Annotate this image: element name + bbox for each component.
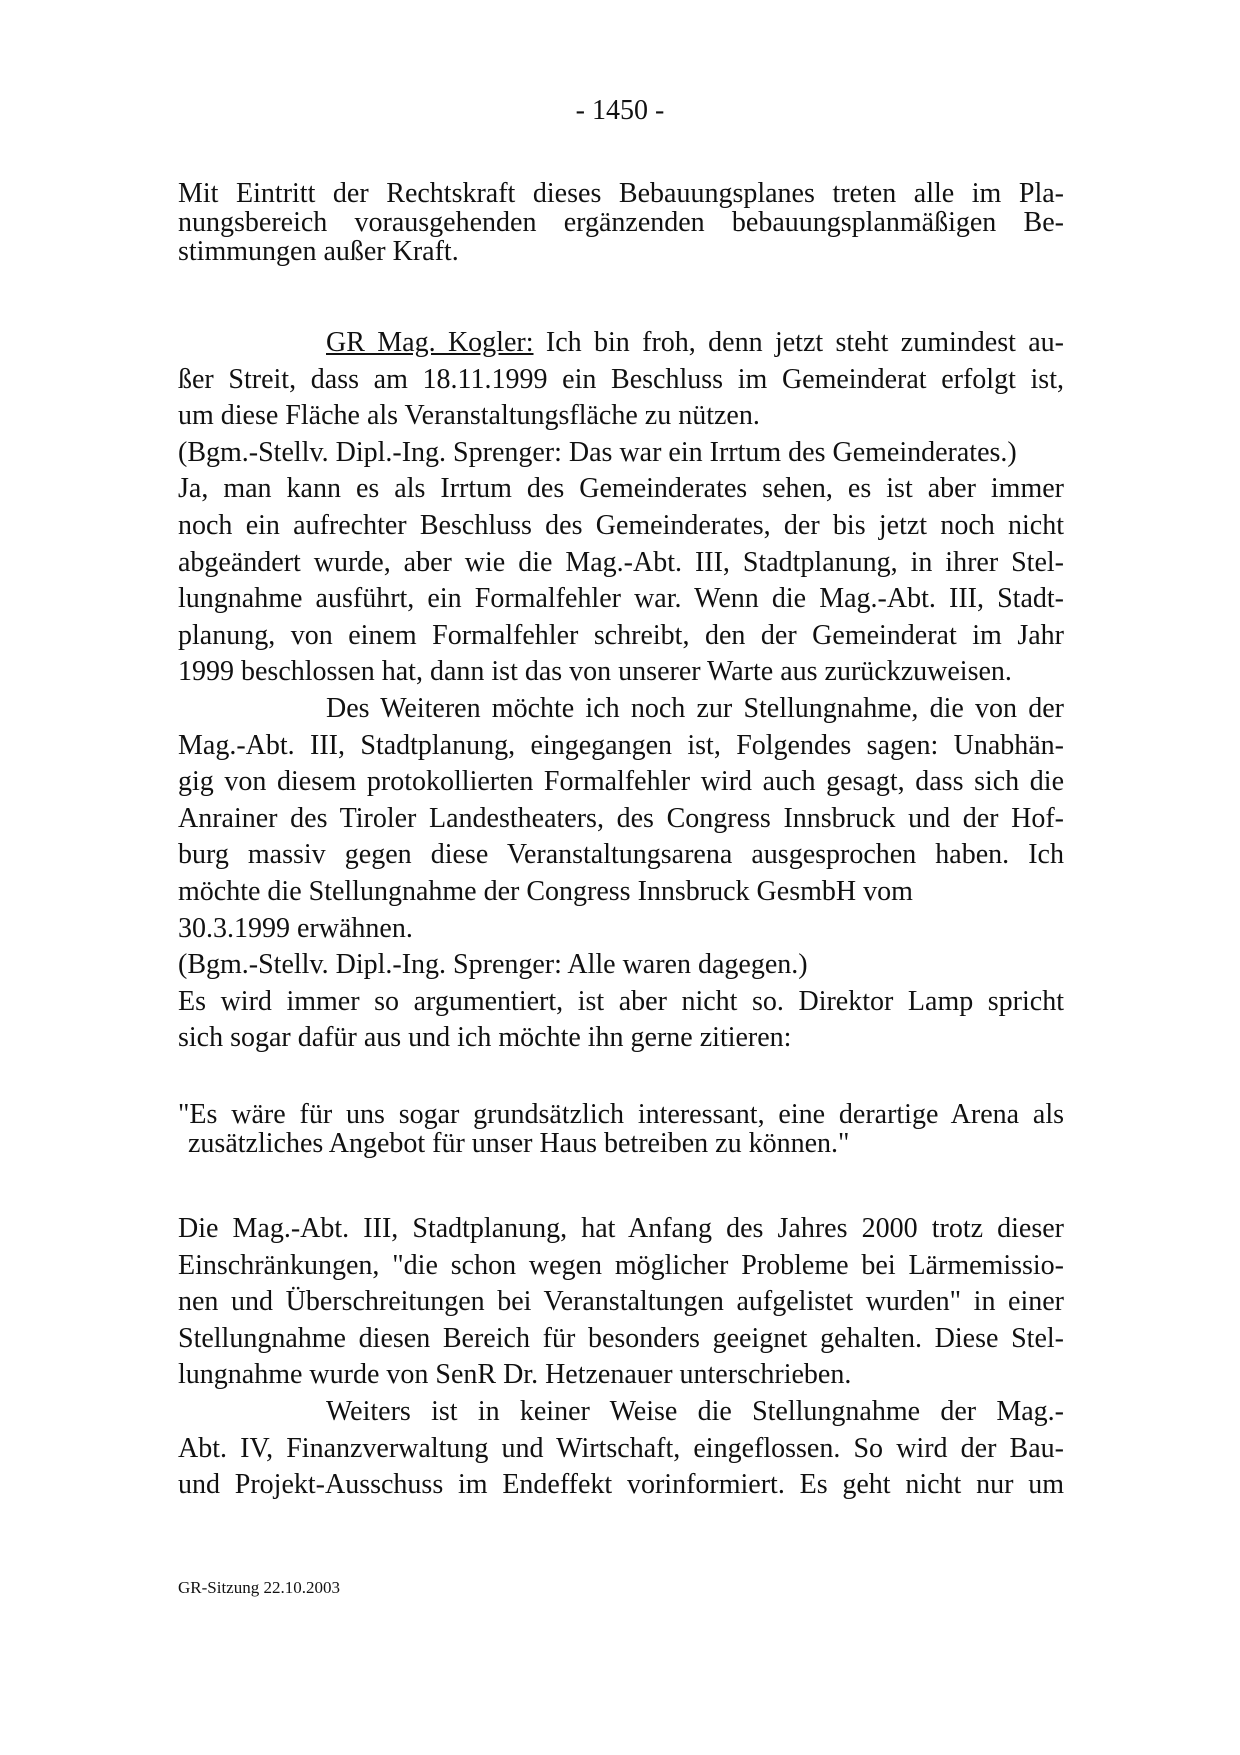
text-line: gig von diesem protokollierten Formalfehler wird auch gesagt, dass sich die [178, 766, 1064, 798]
quote-block [178, 1100, 1064, 1158]
text-line: ßer Streit, dass am 18.11.1999 ein Beschluss im Gemeinderat erfolgt ist, [178, 363, 1064, 395]
text-line: 1999 beschlossen hat, dann ist das von unserer Warte aus zurückzuweisen. [178, 656, 1012, 688]
text-line: Mag.-Abt. III, Stadtplanung, eingegangen ist, Folgendes sagen: Unabhän- [178, 729, 1064, 761]
text-line: um diese Fläche als Veranstaltungsfläche zu nützen. [178, 400, 760, 432]
quote-line: "Es wäre für uns sogar grundsätzlich interessant, eine derartige Arena als [178, 1099, 1064, 1130]
text-line: noch ein aufrechter Beschluss des Gemeinderates, der bis jetzt noch nicht [178, 509, 1064, 541]
paragraph-stadtplanung [178, 1211, 1064, 1504]
paragraph-plan-validity [178, 179, 1064, 266]
page-number: - 1450 - [575, 95, 665, 126]
footer-session-date: GR-Sitzung 22.10.2003 [178, 1578, 340, 1597]
text-line: Ja, man kann es als Irrtum des Gemeinderates sehen, es ist aber immer [178, 473, 1064, 505]
text-line: Einschränkungen, "die schon wegen möglicher Probleme bei Lärmemissio- [178, 1249, 1064, 1281]
text-line: Anrainer des Tiroler Landestheaters, des Congress Innsbruck und der Hof- [178, 802, 1064, 834]
text-line: möchte die Stellungnahme der Congress Innsbruck GesmbH vom [178, 875, 913, 907]
paragraph-kogler-speech [178, 325, 1064, 1057]
text-line: Stellungnahme diesen Bereich für besonders geeignet gehalten. Diese Stel- [178, 1322, 1064, 1354]
interjection: (Bgm.-Stellv. Dipl.-Ing. Sprenger: Alle waren dagegen.) [178, 949, 808, 981]
text-line: sich sogar dafür aus und ich möchte ihn gerne zitieren: [178, 1022, 792, 1054]
speech-text: Ich bin froh, denn jetzt steht zumindest au- [533, 327, 1064, 358]
text-line: und Projekt-Ausschuss im Endeffekt vorinformiert. Es geht nicht nur um [178, 1469, 1064, 1501]
text-line: 30.3.1999 erwähnen. [178, 912, 413, 944]
text-line [178, 325, 1064, 362]
speaker-name: GR Mag. Kogler: [326, 327, 534, 358]
text-line: Mit Eintritt der Rechtskraft dieses Bebauungsplanes treten alle im Pla- [178, 178, 1064, 209]
text-line: burg massiv gegen diese Veranstaltungsarena ausgesprochen haben. Ich [178, 839, 1064, 871]
quote-line: zusätzliches Angebot für unser Haus betreiben zu können." [188, 1128, 850, 1159]
text-line: planung, von einem Formalfehler schreibt, den der Gemeinderat im Jahr [178, 619, 1064, 651]
interjection: (Bgm.-Stellv. Dipl.-Ing. Sprenger: Das war ein Irrtum des Gemeinderates.) [178, 436, 1017, 468]
text-line: abgeändert wurde, aber wie die Mag.-Abt. III, Stadtplanung, in ihrer Stel- [178, 546, 1064, 578]
text-line: Weiters ist in keiner Weise die Stellungnahme der Mag.- [326, 1395, 1064, 1427]
text-line: lungnahme wurde von SenR Dr. Hetzenauer unterschrieben. [178, 1359, 852, 1391]
text-line: Die Mag.-Abt. III, Stadtplanung, hat Anfang des Jahres 2000 trotz dieser [178, 1213, 1064, 1244]
text-line: Abt. IV, Finanzverwaltung und Wirtschaft, eingeflossen. So wird der Bau- [178, 1432, 1064, 1464]
text-line: nungsbereich vorausgehenden ergänzenden bebauungsplanmäßigen Be- [178, 207, 1064, 238]
text-line: Des Weiteren möchte ich noch zur Stellungnahme, die von der [326, 692, 1064, 724]
text-line: Es wird immer so argumentiert, ist aber nicht so. Direktor Lamp spricht [178, 985, 1064, 1017]
text-line: lungnahme ausführt, ein Formalfehler war. Wenn die Mag.-Abt. III, Stadt- [178, 583, 1064, 615]
text-line: stimmungen außer Kraft. [178, 236, 459, 267]
text-line: nen und Überschreitungen bei Veranstaltungen aufgelistet wurden" in einer [178, 1286, 1064, 1318]
